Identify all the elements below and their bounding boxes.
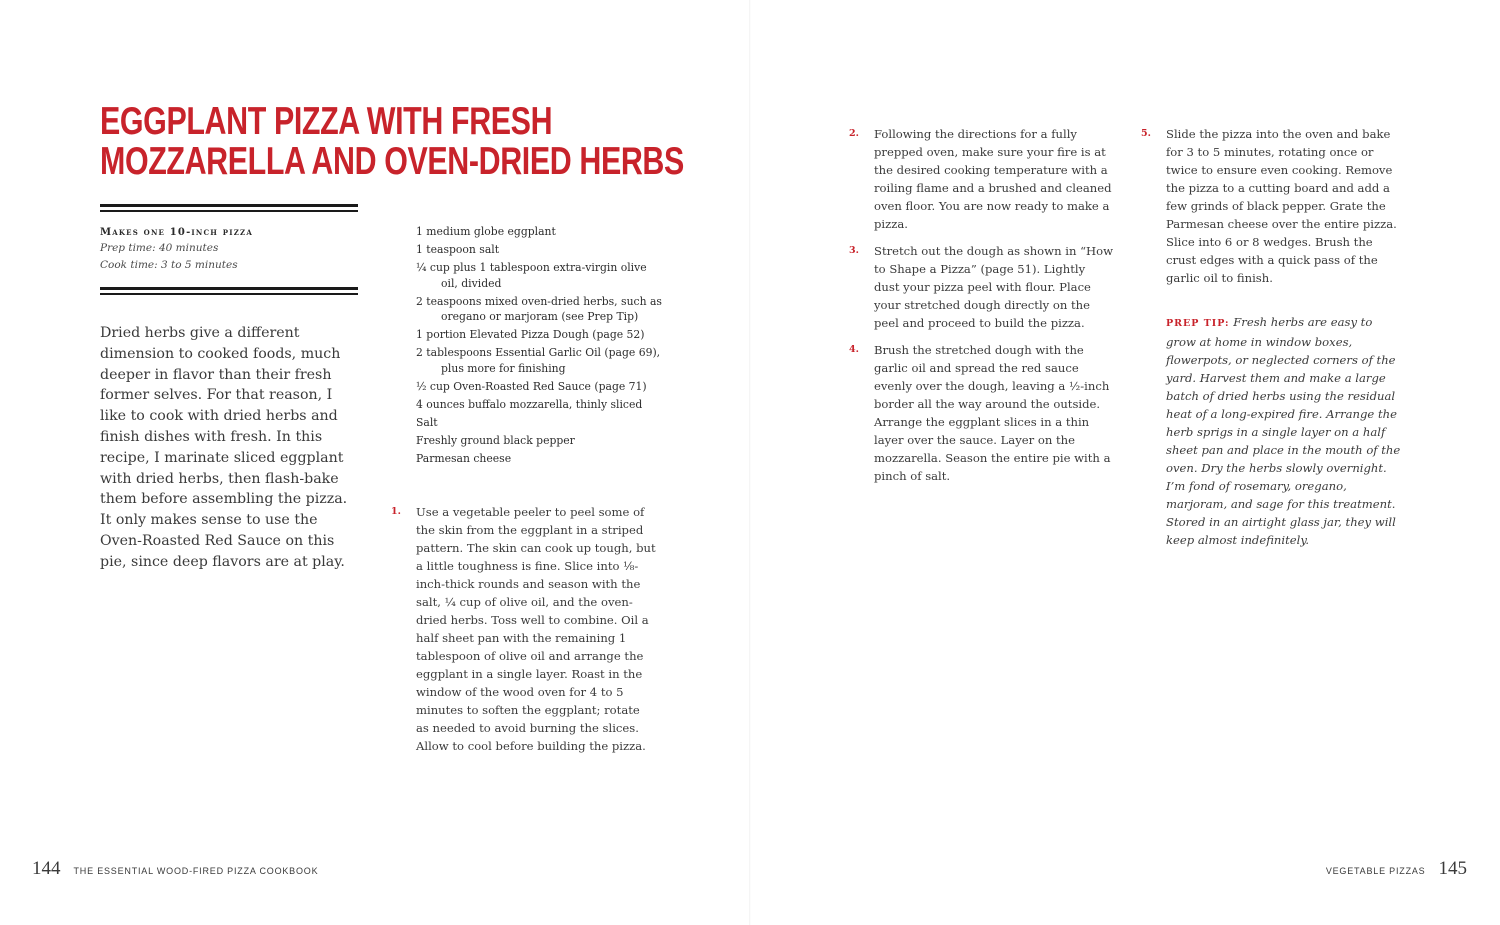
recipe-title-line-2: MOZZARELLA AND OVEN-DRIED HERBS <box>100 140 684 183</box>
ingredient-item: 2 tablespoons Essential Garlic Oil (page 69), plus more for finishing <box>416 346 661 375</box>
yield-rule-bottom <box>100 287 358 295</box>
step-text: Stretch out the dough as shown in “How to Shape a Pizza” (page 51). Lightly dust your pizza peel with flour. Place your stretched dough directly on the peel and proceed to build the pizza. <box>874 244 1114 330</box>
step-3 <box>849 242 1114 332</box>
recipe-intro: Dried herbs give a different dimension to cooked foods, much deeper in flavor than their fresh former selves. For that reason, I like to cook with dried herbs and finish dishes with fresh. In this recipe, I marinate sliced eggplant with dried herbs, then flash-bake them before assembling the pizza. It only makes sense to use the Oven-Roasted Red Sauce on this pie, since deep flavors are at play. <box>100 325 348 570</box>
ingredient-item: Freshly ground black pepper <box>416 434 575 448</box>
yield-makes: Makes one 10-inch pizza <box>100 227 253 238</box>
ingredient-item: 1 medium globe eggplant <box>416 225 556 238</box>
prep-tip <box>1166 313 1402 549</box>
recipe-title <box>100 100 684 183</box>
step-number: 1. <box>391 506 401 517</box>
step-number: 3. <box>849 245 859 256</box>
yield-rule-top <box>100 204 358 212</box>
step-5 <box>1141 125 1402 287</box>
step-number: 5. <box>1141 128 1151 139</box>
ingredient-item: 2 teaspoons mixed oven-dried herbs, such as oregano or marjoram (see Prep Tip) <box>416 294 662 324</box>
prep-tip-label: PREP TIP: <box>1166 318 1230 329</box>
prep-time: Prep time: 40 minutes <box>100 242 219 254</box>
step-2 <box>849 125 1114 233</box>
step-number: 4. <box>849 344 859 355</box>
step-number: 2. <box>849 128 859 139</box>
right-page-footer <box>1326 858 1467 880</box>
prep-tip-text: Fresh herbs are easy to grow at home in window boxes, flowerpots, or neglected corners of the yard. Harvest them and make a large batch of dried herbs using the residual heat of a long-expired fire. Arrange the herb sprigs in a single layer on a half sheet pan and place in the mouth of the oven. Dry the herbs slowly overnight. I’m fond of rosemary, oregano, marjoram, and sage for this treatment. Stored in an airtight glass jar, they will keep almost indefinitely. <box>1166 315 1401 547</box>
ingredient-item: 4 ounces buffalo mozzarella, thinly sliced <box>416 398 643 412</box>
ingredient-item: Salt <box>416 416 438 430</box>
step-text: Slide the pizza into the oven and bake for 3 to 5 minutes, rotating once or twice to ensure even cooking. Remove the pizza to a cutting board and add a few grinds of black pepper. Grate the Parmesan cheese over the entire pizza. Slice into 6 or 8 wedges. Brush the crust edges with a quick pass of the garlic oil to finish. <box>1166 127 1397 285</box>
running-head-left: THE ESSENTIAL WOOD-FIRED PIZZA COOKBOOK <box>73 866 319 876</box>
cook-time: Cook time: 3 to 5 minutes <box>100 259 238 271</box>
step-text: Following the directions for a fully prepped oven, make sure your fire is at the desired cooking temperature with a roiling flame and a brushed and cleaned oven floor. You are now ready to make a pizza. <box>874 127 1112 231</box>
ingredient-list <box>416 224 666 470</box>
recipe-yield-block <box>100 226 360 274</box>
step-4 <box>849 341 1114 485</box>
ingredient-item: ¼ cup plus 1 tablespoon extra-virgin olive oil, divided <box>416 261 647 290</box>
page-number-right: 145 <box>1438 858 1467 879</box>
left-page-footer <box>32 858 318 880</box>
recipe-title-line-1: EGGPLANT PIZZA WITH FRESH <box>100 100 553 143</box>
ingredient-item: ½ cup Oven-Roasted Red Sauce (page 71) <box>416 380 647 394</box>
running-head-right: VEGETABLE PIZZAS <box>1325 866 1426 876</box>
step-text: Use a vegetable peeler to peel some of the skin from the eggplant in a striped pattern. The skin can cook up tough, but a little toughness is fine. Slice into ⅛-inch-thick rounds and season with the salt, ¼ cup of olive oil, and the oven-dried herbs. Toss well to combine. Oil a half sheet pan with the remaining 1 tablespoon of olive oil and arrange the eggplant in a single layer. Roast in the window of the wood oven for 4 to 5 minutes to soften the eggplant; rotate as needed to avoid burning the slices. Allow to cool before building the pizza. <box>416 505 656 753</box>
page-number-left: 144 <box>32 858 61 879</box>
page-gutter <box>749 0 751 925</box>
ingredient-item: 1 teaspoon salt <box>416 243 500 257</box>
step-text: Brush the stretched dough with the garlic oil and spread the red sauce evenly over the dough, leaving a ½-inch border all the way around the outside. Arrange the eggplant slices in a thin layer over the sauce. Layer on the mozzarella. Season the entire pie with a pinch of salt. <box>874 343 1111 483</box>
ingredient-item: 1 portion Elevated Pizza Dough (page 52) <box>416 328 645 342</box>
step-1 <box>391 503 656 755</box>
ingredient-item: Parmesan cheese <box>416 452 512 466</box>
